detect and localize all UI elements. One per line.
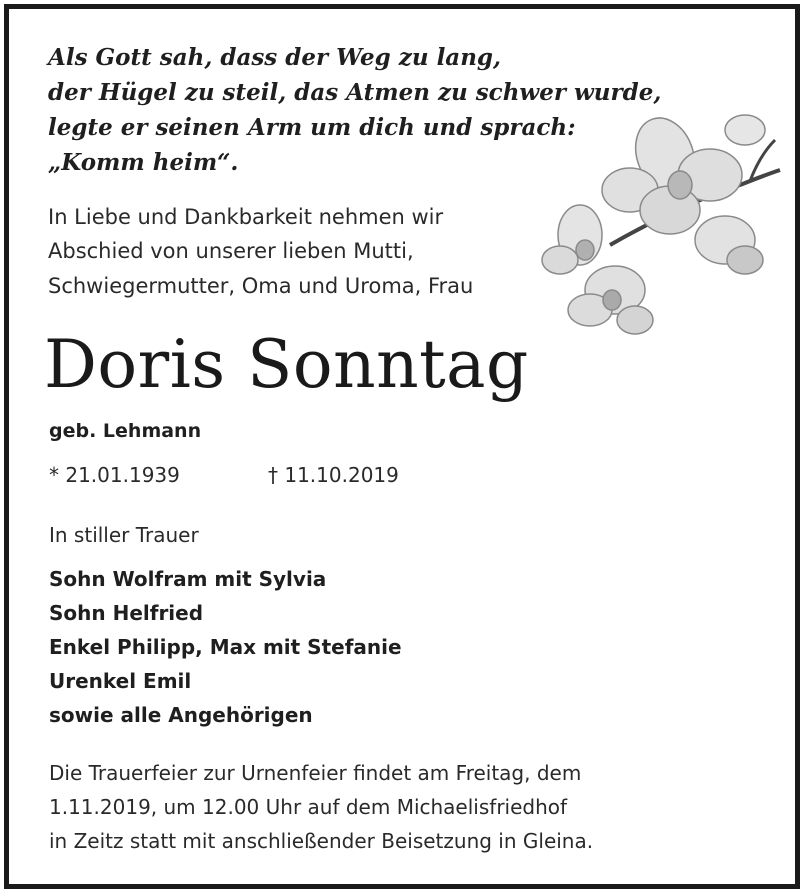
ceremony-line-1: Die Trauerfeier zur Urnenfeier findet am Freitag, dem [49, 761, 582, 785]
poem-line-4: „Komm heim“. [48, 149, 239, 176]
mourner-1: Sohn Wolfram mit Sylvia [49, 567, 327, 591]
mourner-2: Sohn Helfried [49, 601, 204, 625]
poem-line-1: Als Gott sah, dass der Weg zu lang, [48, 44, 502, 71]
deceased-name: Doris Sonntag [44, 326, 529, 403]
mourner-5: sowie alle Angehörigen [49, 703, 313, 727]
maiden-name: geb. Lehmann [49, 420, 202, 442]
poem-line-3: legte er seinen Arm um dich und sprach: [48, 114, 576, 141]
ceremony-line-2: 1.11.2019, um 12.00 Uhr auf dem Michaelisfriedhof [49, 795, 568, 819]
intro-line-2: Abschied von unserer lieben Mutti, [48, 239, 414, 263]
mourning-heading: In stiller Trauer [49, 523, 199, 547]
mourner-3: Enkel Philipp, Max mit Stefanie [49, 635, 402, 659]
birth-date: * 21.01.1939 [49, 463, 180, 487]
orchid-icon [540, 95, 785, 345]
poem-line-2: der Hügel zu steil, das Atmen zu schwer wurde, [48, 79, 662, 106]
ceremony-line-3: in Zeitz statt mit anschließender Beisetzung in Gleina. [49, 829, 594, 853]
mourner-4: Urenkel Emil [49, 669, 192, 693]
death-date: † 11.10.2019 [268, 463, 399, 487]
intro-line-3: Schwiegermutter, Oma und Uroma, Frau [48, 274, 474, 298]
intro-line-1: In Liebe und Dankbarkeit nehmen wir [48, 205, 444, 229]
